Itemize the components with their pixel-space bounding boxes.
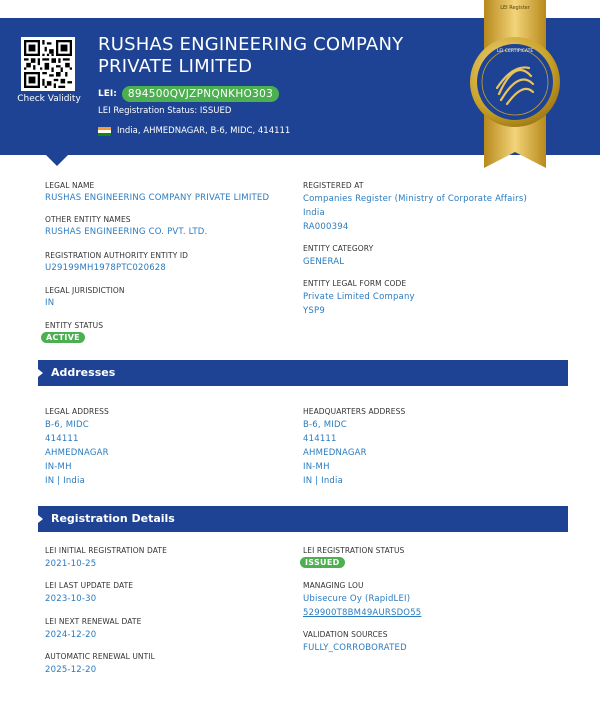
registered-at-line-2: India — [303, 208, 325, 218]
entity-status-label: ENTITY STATUS — [45, 321, 104, 330]
india-flag-icon — [98, 127, 111, 136]
country-address — [98, 126, 290, 136]
lei-registration-status: LEI Registration Status: ISSUED — [98, 106, 232, 116]
hq-address-line: IN-MH — [303, 462, 330, 472]
legal-address-label: LEGAL ADDRESS — [45, 407, 109, 416]
validation-sources-label: VALIDATION SOURCES — [303, 630, 388, 639]
reg-authority-value: U29199MH1978PTC020628 — [45, 263, 167, 273]
badge-text: LEI CERTIFICATE — [496, 49, 534, 54]
hq-address-label: HEADQUARTERS ADDRESS — [303, 407, 406, 416]
managing-lou-name: Ubisecure Oy (RapidLEI) — [303, 594, 411, 604]
initial-registration-label: LEI INITIAL REGISTRATION DATE — [45, 546, 167, 555]
registered-at-line-1: Companies Register (Ministry of Corporate Affairs) — [303, 194, 527, 204]
check-validity-link[interactable]: Check Validity — [17, 94, 81, 104]
other-names-label: OTHER ENTITY NAMES — [45, 215, 131, 224]
legal-form-line-2: YSP9 — [303, 306, 325, 316]
legal-form-label: ENTITY LEGAL FORM CODE — [303, 279, 407, 288]
next-renewal-value: 2024-12-20 — [45, 630, 97, 640]
company-name: RUSHAS ENGINEERING COMPANY PRIVATE LIMITED — [98, 34, 404, 77]
qr-code[interactable] — [21, 37, 75, 91]
validation-sources-value: FULLY_CORROBORATED — [303, 643, 407, 653]
legal-name-label: LEGAL NAME — [45, 181, 95, 190]
managing-lou-label: MANAGING LOU — [303, 581, 364, 590]
lei-certificate-badge — [469, 36, 561, 128]
entity-category-value: GENERAL — [303, 257, 345, 267]
registration-status-label: LEI REGISTRATION STATUS — [303, 546, 405, 555]
registration-section-header: Registration Details — [38, 506, 568, 532]
legal-address-line: 414111 — [45, 434, 79, 444]
last-update-value: 2023-10-30 — [45, 594, 97, 604]
hq-address-line: IN | India — [303, 476, 343, 486]
qr-code-icon — [24, 40, 72, 88]
auto-renewal-value: 2025-12-20 — [45, 665, 97, 675]
auto-renewal-label: AUTOMATIC RENEWAL UNTIL — [45, 652, 155, 661]
entity-status-badge: ACTIVE — [41, 332, 85, 343]
lei-label: LEI: — [98, 89, 117, 99]
registered-at-line-3: RA000394 — [303, 222, 349, 232]
legal-address-line: IN-MH — [45, 462, 72, 472]
managing-lou-lei-link[interactable]: 529900T8BM49AURSDO55 — [303, 608, 422, 618]
addresses-section-header: Addresses — [38, 360, 568, 386]
legal-name-value: RUSHAS ENGINEERING COMPANY PRIVATE LIMITED — [45, 193, 270, 203]
other-names-value: RUSHAS ENGINEERING CO. PVT. LTD. — [45, 227, 208, 237]
legal-address-line: AHMEDNAGAR — [45, 448, 109, 458]
hq-address-line: 414111 — [303, 434, 337, 444]
lei-line — [98, 86, 279, 102]
legal-address-line: IN | India — [45, 476, 85, 486]
ribbon-text: LEI Register — [500, 5, 530, 11]
last-update-label: LEI LAST UPDATE DATE — [45, 581, 134, 590]
hq-address-line: B-6, MIDC — [303, 420, 347, 430]
header-notch — [46, 155, 68, 166]
next-renewal-label: LEI NEXT RENEWAL DATE — [45, 617, 142, 626]
hq-address-line: AHMEDNAGAR — [303, 448, 367, 458]
initial-registration-value: 2021-10-25 — [45, 559, 97, 569]
registration-status-badge: ISSUED — [300, 557, 345, 568]
registered-at-label: REGISTERED AT — [303, 181, 364, 190]
legal-form-line-1: Private Limited Company — [303, 292, 415, 302]
jurisdiction-value: IN — [45, 298, 55, 308]
legal-address-line: B-6, MIDC — [45, 420, 89, 430]
jurisdiction-label: LEGAL JURISDICTION — [45, 286, 125, 295]
country-address-text: India, AHMEDNAGAR, B-6, MIDC, 414111 — [117, 126, 291, 136]
entity-category-label: ENTITY CATEGORY — [303, 244, 374, 253]
lei-code-badge: 894500QVJZPNQNKHO303 — [122, 86, 279, 102]
reg-authority-label: REGISTRATION AUTHORITY ENTITY ID — [45, 251, 189, 260]
